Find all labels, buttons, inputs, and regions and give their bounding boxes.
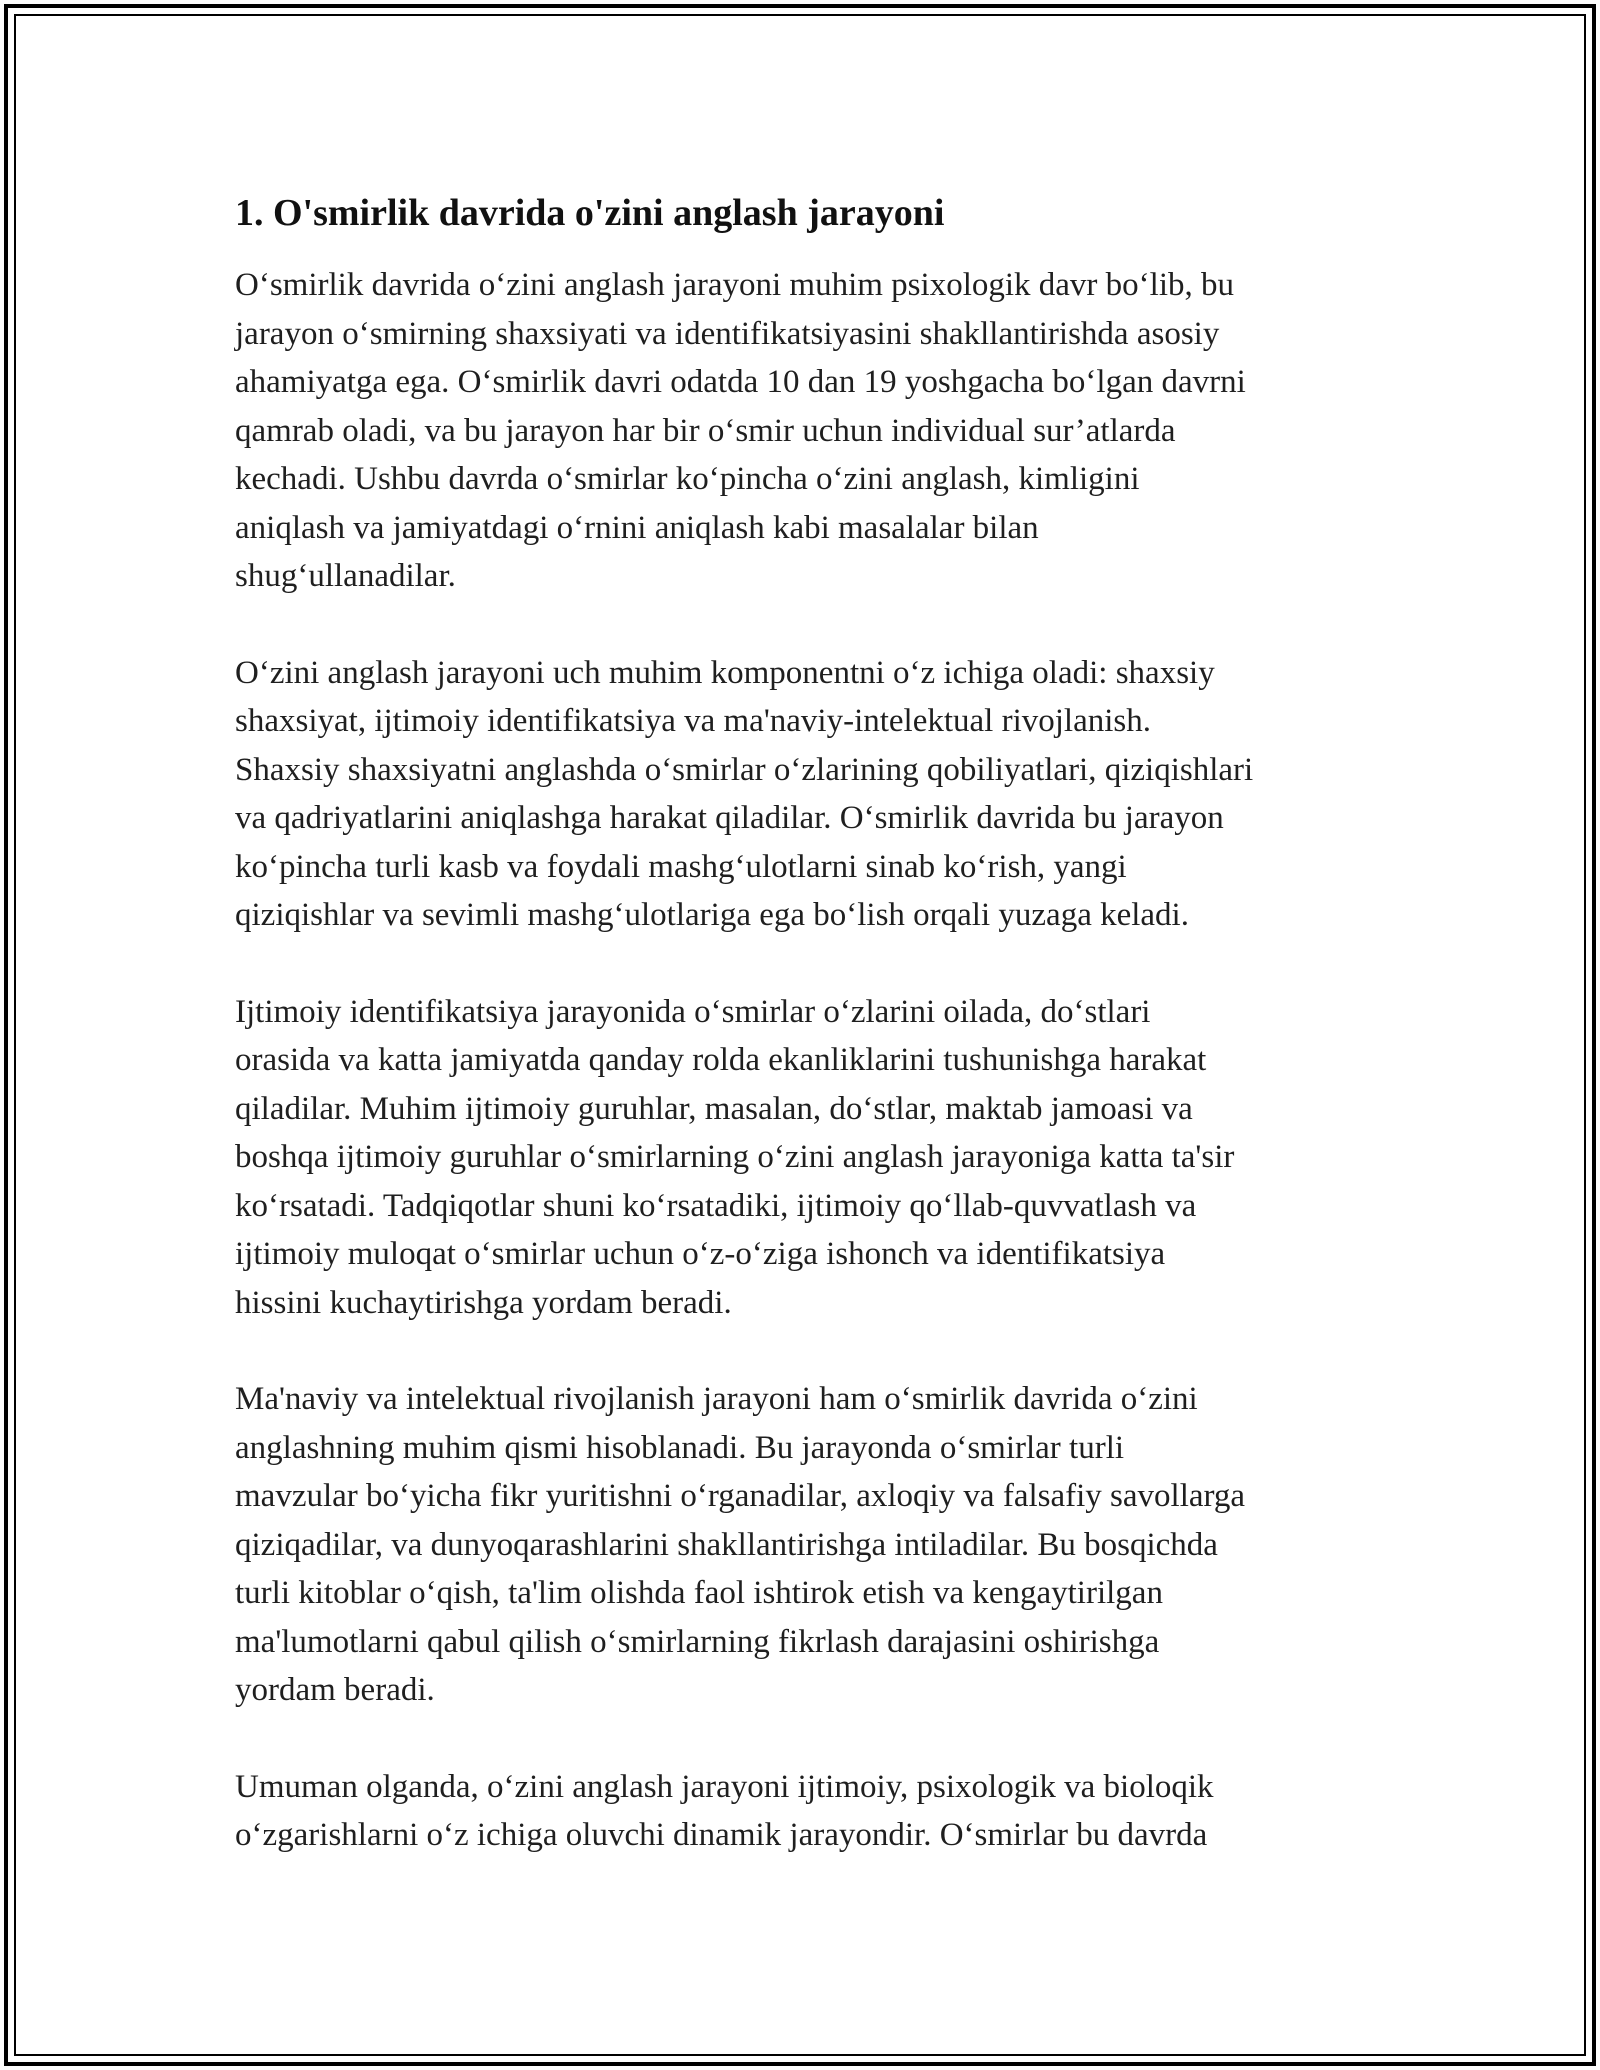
paragraph-line: ma'lumotlarni qabul qilish o‘smirlarning fikrlash darajasini oshirishga [235,1623,1160,1660]
paragraph-line: kechadi. Ushbu davrda o‘smirlar ko‘pincha o‘zini anglash, kimligini [235,461,1140,497]
paragraph-line: ko‘rsatadi. Tadqiqotlar shuni ko‘rsatadiki, ijtimoiy qo‘llab-quvvatlash va [235,1187,1197,1224]
paragraph-line: boshqa ijtimoiy guruhlar o‘smirlarning o‘zini anglash jarayoniga katta ta'sir [235,1139,1235,1175]
paragraph-line: jarayon o‘smirning shaxsiyati va identifikatsiyasini shakllantirishda asosiy [235,315,1220,352]
paragraph-line: ahamiyatga ega. O‘smirlik davri odatda 10 dan 19 yoshgacha bo‘lgan davrni [235,364,1246,400]
paragraph-line: hissini kuchaytirishga yordam beradi. [235,1284,732,1321]
paragraph-line: o‘zgarishlarni o‘z ichiga oluvchi dinamik jarayondir. O‘smirlar bu davrda [235,1817,1208,1853]
paragraph-line: turli kitoblar o‘qish, ta'lim olishda faol ishtirok etish va kengaytirilgan [235,1575,1163,1611]
paragraph-line: orasida va katta jamiyatda qanday rolda ekanliklarini tushunishga harakat [235,1042,1207,1078]
body-paragraph [235,1375,1370,1715]
paragraph-list [235,261,1370,1860]
paragraph-line: ko‘pincha turli kasb va foydali mashg‘ulotlarni sinab ko‘rish, yangi [235,848,1127,885]
paragraph-line: shaxsiyat, ijtimoiy identifikatsiya va ma'naviy-intelektual rivojlanish. [235,703,1152,739]
paragraph-line: qiladilar. Muhim ijtimoiy guruhlar, masalan, do‘stlar, maktab jamoasi va [235,1090,1193,1127]
paragraph-line: anglashning muhim qismi hisoblanadi. Bu jarayonda o‘smirlar turli [235,1429,1125,1466]
paragraph-line: shug‘ullanadilar. [235,558,456,594]
paragraph-line: qiziqadilar, va dunyoqarashlarini shakllantirishga intiladilar. Bu bosqichda [235,1526,1218,1563]
paragraph-line: aniqlash va jamiyatdagi o‘rnini aniqlash kabi masalalar bilan [235,509,1039,546]
paragraph-line: O‘zini anglash jarayoni uch muhim komponentni o‘z ichiga oladi: shaxsiy [235,654,1215,691]
paragraph-line: va qadriyatlarini aniqlashga harakat qiladilar. O‘smirlik davrida bu jarayon [235,800,1224,836]
body-paragraph [235,988,1370,1328]
paragraph-line: Umuman olganda, o‘zini anglash jarayoni ijtimoiy, psixologik va bioloqik [235,1768,1214,1805]
body-paragraph [235,649,1370,940]
paragraph-line: qiziqishlar va sevimli mashg‘ulotlariga ega bo‘lish orqali yuzaga keladi. [235,897,1189,933]
paragraph-line: Shaxsiy shaxsiyatni anglashda o‘smirlar o‘zlarining qobiliyatlari, qiziqishlari [235,751,1254,788]
paragraph-line: O‘smirlik davrida o‘zini anglash jarayoni muhim psixologik davr bo‘lib, bu [235,267,1234,303]
paragraph-line: Ma'naviy va intelektual rivojlanish jarayoni ham o‘smirlik davrida o‘zini [235,1381,1198,1417]
paragraph-line: mavzular bo‘yicha fikr yuritishni o‘rganadilar, axloqiy va falsafiy savollarga [235,1478,1246,1514]
paragraph-line: ijtimoiy muloqat o‘smirlar uchun o‘z-o‘ziga ishonch va identifikatsiya [235,1236,1166,1272]
section-heading: 1. O'smirlik davrida o'zini anglash jarayoni [235,192,945,234]
paragraph-line: qamrab oladi, va bu jarayon har bir o‘smir uchun individual sur’atlarda [235,412,1176,449]
body-paragraph [235,261,1370,601]
paragraph-line: Ijtimoiy identifikatsiya jarayonida o‘smirlar o‘zlarini oilada, do‘stlari [235,993,1151,1030]
paragraph-line: yordam beradi. [235,1672,435,1708]
document-body [235,185,1370,1908]
body-paragraph [235,1763,1370,1860]
